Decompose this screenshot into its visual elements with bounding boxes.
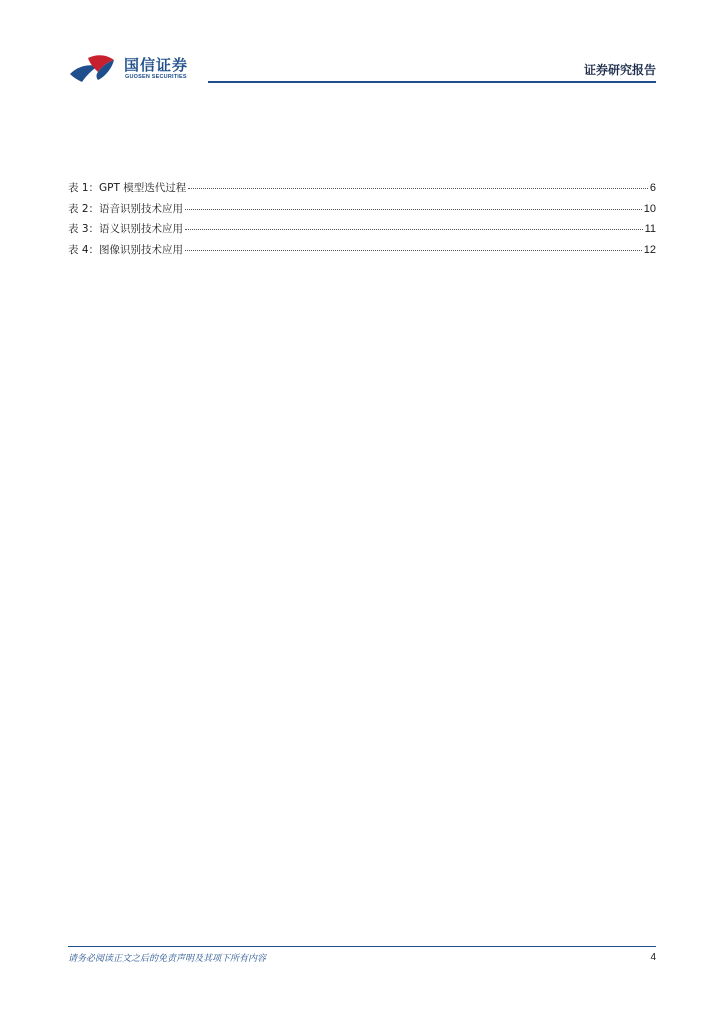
toc-leader-dots	[188, 187, 648, 189]
table-list	[68, 180, 656, 262]
brand-name-cn: 国信证券	[124, 56, 189, 74]
toc-leader-dots	[185, 208, 642, 210]
toc-entry-title: 语音识别技术应用	[99, 202, 184, 215]
toc-entry-label: 表 2：	[68, 202, 100, 215]
report-type-label: 证券研究报告	[583, 63, 656, 77]
brand-name-en: GUOSEN SECURITIES	[125, 74, 187, 80]
toc-entry[interactable]	[68, 242, 656, 263]
toc-entry-label: 表 1：	[68, 182, 100, 194]
page-number: 4	[650, 952, 656, 963]
toc-entry-page: 10	[643, 202, 656, 215]
toc-entry[interactable]	[68, 180, 656, 201]
toc-entry-page: 12	[643, 243, 656, 256]
page-footer	[68, 946, 656, 964]
disclaimer-note: 请务必阅读正文之后的免责声明及其项下所有内容	[68, 954, 267, 964]
toc-entry-page: 11	[644, 223, 656, 235]
toc-entry-page: 6	[649, 182, 656, 194]
footer-divider	[68, 946, 656, 947]
toc-entry[interactable]	[68, 221, 656, 242]
toc-entry-label: 表 3：	[68, 223, 100, 235]
toc-entry-title: 图像识别技术应用	[99, 243, 184, 256]
toc-entry-title: 语义识别技术应用	[99, 223, 184, 235]
toc-entry[interactable]	[68, 201, 656, 222]
page-header	[68, 48, 656, 84]
toc-leader-dots	[185, 249, 642, 251]
guosen-logo	[68, 52, 208, 84]
guosen-logo-mark-icon	[68, 52, 118, 84]
toc-leader-dots	[185, 228, 643, 230]
header-divider	[208, 81, 656, 83]
toc-entry-label: 表 4：	[68, 243, 100, 256]
toc-entry-title: GPT 模型迭代过程	[99, 182, 187, 194]
